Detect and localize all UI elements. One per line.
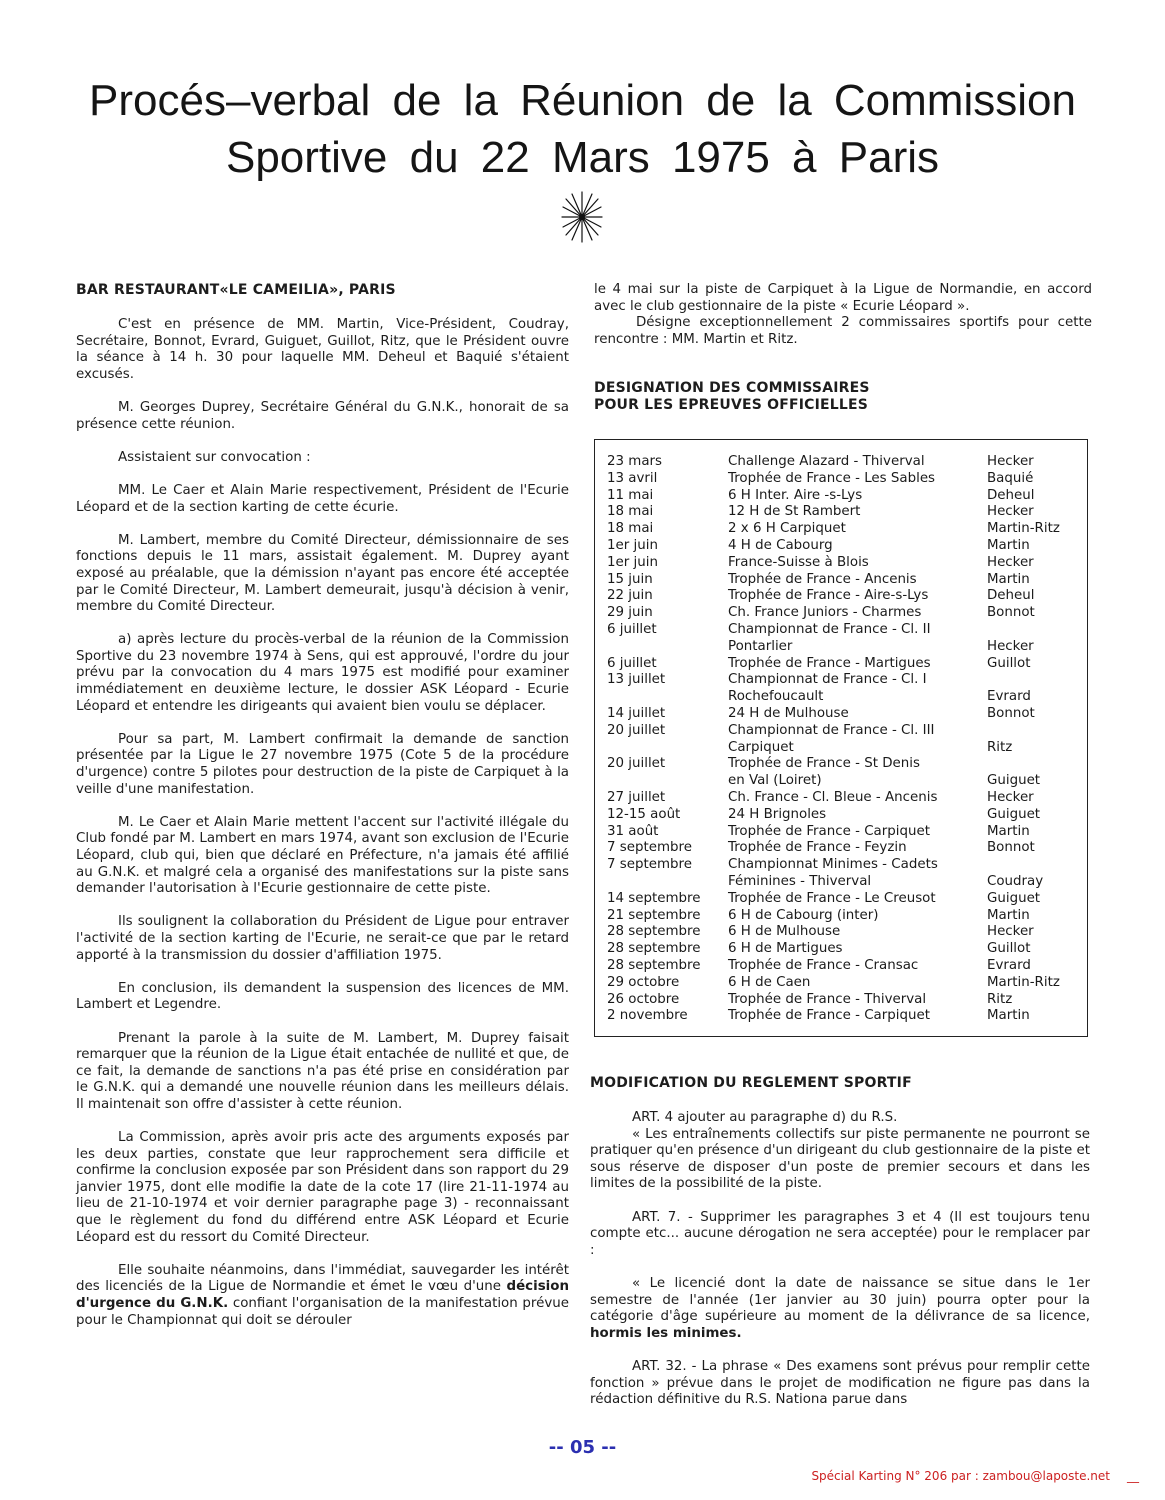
event-cell: 12 H de St Rambert [728,504,861,520]
commissioner-cell: Martin [987,907,1030,923]
right-column-top [594,282,1092,414]
commissioner-cell: Ritz [987,739,1013,755]
date-cell: 28 septembre [607,957,701,973]
commissioner-cell: Martin [987,823,1030,839]
date-cell: 22 juin [607,588,653,604]
date-cell: 27 juillet [607,789,666,805]
paragraph: La Commission, après avoir pris acte des arguments exposés par les deux parties, constate que leur rapprochement sera difficile et confirme la conclusion exposée par son Président dans son rapport du 29 janvier 1975, dont elle modifie la date de la cote 17 (lire 21-11-1974 au lieu de 21-10-1974 et voir dernier paragraphe page 3) - reconnaissant que le règlement du fond du différend entre ASK Léopard et Ecurie Léopard est du ressort du Comité Directeur. [76,1130,569,1245]
commissioner-cell: Evrard [987,689,1031,705]
emphasis-text: décision d'urgence du G.N.K. [76,1279,569,1312]
section-heading-regulation: MODIFICATION DU REGLEMENT SPORTIF [590,1075,912,1091]
event-cell: Féminines - Thiverval [728,873,872,889]
event-cell: Trophée de France - Carpiquet [728,1008,930,1024]
commissioner-cell: Evrard [987,957,1031,973]
date-cell [607,689,728,706]
table-row [607,672,1081,689]
date-cell: 1er juin [607,537,658,553]
date-cell [607,740,728,757]
paragraph [590,1276,1090,1342]
heading-line: POUR LES EPREUVES OFFICIELLES [594,397,869,414]
table-row [607,706,1081,723]
commissioner-cell: Guiguet [987,890,1041,906]
paragraph: ART. 7. - Supprimer les paragraphes 3 et 4 (Il est toujours tenu compte etc... aucune dérogation ne sera acceptée) pour le remplacer par : [590,1209,1090,1258]
date-cell [607,639,728,656]
table-row [607,1008,1081,1025]
table-row [607,488,1081,505]
commissioner-cell: Ritz [987,991,1013,1007]
section-heading-designation [594,380,1092,414]
date-cell: 11 mai [607,487,654,503]
table-row [607,572,1081,589]
event-cell: Trophée de France - Feyzin [728,840,907,856]
event-cell: Trophée de France - Martigues [728,655,931,671]
event-cell: Trophée de France - Aire-s-Lys [728,588,929,604]
commissioner-cell: Guillot [987,655,1031,671]
event-cell: Carpiquet [728,739,794,755]
commissioner-cell: Martin-Ritz [987,521,1060,537]
paragraph: Ils soulignent la collaboration du Président de Ligue pour entraver l'activité de la section karting de l'Ecurie, ne serait-ce que par le retard apporté à la transmission du dossier d'affiliation 1975. [76,914,569,963]
table-row [607,656,1081,673]
date-cell: 29 octobre [607,974,680,990]
date-cell: 6 juillet [607,655,657,671]
date-cell [607,773,728,790]
credit-line: Spécial Karting N° 206 par : zambou@laposte.net [811,1469,1110,1483]
event-cell: Trophée de France - Le Creusot [728,890,936,906]
table-row [607,807,1081,824]
table-row [607,891,1081,908]
event-cell: Challenge Alazard - Thiverval [728,454,925,469]
event-cell: Trophée de France - Cransac [728,957,919,973]
table-row [607,756,1081,773]
table-row [607,773,1081,790]
paragraph: « Les entraînements collectifs sur piste permanente ne pourront se pratiquer qu'en présence d'un dirigeant du club gestionnaire de la piste et sous réserve de disposer d'un poste de premier secours et dans les limites de la possibilité de la piste. [590,1126,1090,1192]
event-cell: Trophée de France - Thiverval [728,991,927,1007]
date-cell: 14 juillet [607,705,666,721]
date-cell: 12-15 août [607,806,681,822]
date-cell: 29 juin [607,605,653,621]
table-row [607,992,1081,1009]
section-heading-venue: BAR RESTAURANT«LE CAMEILIA», PARIS [76,282,396,298]
table-row [607,723,1081,740]
table-row [607,555,1081,572]
paragraph: M. Georges Duprey, Secrétaire Général du G.N.K., honorait de sa présence cette réunion. [76,399,569,432]
event-cell: 2 x 6 H Carpiquet [728,521,846,537]
commissioner-cell: Hecker [987,454,1034,469]
table-row [607,454,1081,471]
date-cell: 18 mai [607,504,654,520]
commissioner-cell: Hecker [987,638,1034,654]
event-cell: 6 H de Cabourg (inter) [728,907,879,923]
text-run: « Le licencié dont la date de naissance se situe dans le 1er semestre de l'année (1er janvier au 30 juin) pourra opter pour la catégorie d'âge supérieure au moment de la délivrance de sa licence, [590,1275,1090,1325]
table-row [607,521,1081,538]
table-row [607,622,1081,639]
paragraph: M. Lambert, membre du Comité Directeur, démissionnaire de ses fonctions depuis le 11 mars, assistait également. M. Duprey ayant exposé au préalable, que la démission n'ayant pas encore été acceptée par le Comité Directeur, M. Lambert demeurait, jusqu'à décision à venir, membre du Comité Directeur. [76,532,569,615]
table-row [607,958,1081,975]
commissioner-cell: Hecker [987,924,1034,940]
event-cell: France-Suisse à Blois [728,554,869,570]
table-row [607,504,1081,521]
page-title [40,72,1125,186]
table-row [607,840,1081,857]
date-cell: 28 septembre [607,941,701,957]
star-ornament-icon [560,190,604,244]
event-cell: Championnat de France - Cl. I [728,672,927,688]
commissioner-cell: Bonnot [987,605,1035,621]
event-cell: 6 H Inter. Aire -s-Lys [728,487,863,503]
text-run: confiant l'organisation de la manifestation prévue pour le Championnat qui doit se dérouler [76,1296,569,1328]
table-row [607,605,1081,622]
event-cell: en Val (Loiret) [728,773,822,789]
table-row [607,740,1081,757]
right-column-bottom [590,1075,1090,1409]
date-cell: 18 mai [607,521,654,537]
event-cell: 6 H de Mulhouse [728,924,841,940]
date-cell: 7 septembre [607,840,692,856]
commissioner-cell: Deheul [987,487,1035,503]
commissioner-cell: Guiguet [987,773,1041,789]
commissioner-cell: Guillot [987,941,1031,957]
emphasis-text: hormis les minimes. [590,1325,742,1341]
date-cell: 14 septembre [607,890,701,906]
table-row [607,857,1081,874]
date-cell: 23 mars [607,454,663,469]
event-cell: Ch. France - Cl. Bleue - Ancenis [728,789,938,805]
paragraph: M. Le Caer et Alain Marie mettent l'accent sur l'activité illégale du Club fondé par M. Lambert en mars 1974, avant son exclusion de l'Ecurie Léopard, club qui, bien que déclaré en Préfecture, n'a jamais été affilié au G.N.K. et malgré cela a organisé des manifestations sur la piste sans demander l'autorisation à l'Ecurie gestionnaire de cette piste. [76,814,569,897]
commissioner-cell: Hecker [987,504,1034,520]
commissioner-cell: Guiguet [987,806,1041,822]
table-row [607,874,1081,891]
table-row [607,689,1081,706]
table-row [607,639,1081,656]
title-line-1: Procés–verbal de la Réunion de la Commission [89,76,1076,125]
date-cell: 26 octobre [607,991,680,1007]
date-cell: 1er juin [607,554,658,570]
table-row [607,790,1081,807]
event-cell: Ch. France Juniors - Charmes [728,605,922,621]
event-cell: 4 H de Cabourg [728,537,833,553]
paragraph: le 4 mai sur la piste de Carpiquet à la Ligue de Normandie, en accord avec le club gestionnaire de la piste « Ecurie Léopard ». [594,282,1092,314]
paragraph: Pour sa part, M. Lambert confirmait la demande de sanction présentée par la Ligue le 27 novembre 1975 (Cote 5 de la procédure d'urgence) contre 5 pilotes pour destruction de la piste de Carpiquet à la veille d'une manifestation. [76,731,569,797]
date-cell: 13 avril [607,470,658,486]
date-cell: 15 juin [607,571,653,587]
event-cell: Rochefoucault [728,689,824,705]
table-row [607,975,1081,992]
commissioner-cell: Deheul [987,588,1035,604]
table-row [607,824,1081,841]
table-row [607,471,1081,488]
credit-dash: __ [1127,1469,1139,1483]
event-cell: Pontarlier [728,638,793,654]
date-cell: 7 septembre [607,857,692,873]
date-cell: 31 août [607,823,659,839]
event-cell: Trophée de France - Les Sables [728,470,936,486]
date-cell: 28 septembre [607,924,701,940]
commissioner-cell: Hecker [987,554,1034,570]
commissioner-cell: Bonnot [987,840,1035,856]
paragraph [76,1263,569,1329]
title-line-2: Sportive du 22 Mars 1975 à Paris [225,133,940,182]
event-cell: Trophée de France - St Denis [728,756,920,772]
commissioner-cell: Bonnot [987,705,1035,721]
table-row [607,908,1081,925]
event-cell: 6 H de Caen [728,974,811,990]
event-cell: Championnat Minimes - Cadets [728,857,938,873]
commissioner-cell: Coudray [987,873,1044,889]
event-cell: 24 H de Mulhouse [728,705,849,721]
date-cell [607,874,728,891]
commissioner-cell: Martin-Ritz [987,974,1060,990]
commissioner-cell: Baquié [987,470,1034,486]
event-cell: 24 H Brignoles [728,806,827,822]
event-cell: Championnat de France - Cl. III [728,722,935,738]
date-cell: 6 juillet [607,621,657,637]
date-cell: 21 septembre [607,907,701,923]
designation-table [594,439,1088,1037]
table-row [607,941,1081,958]
event-cell: 6 H de Martigues [728,941,843,957]
date-cell: 13 juillet [607,672,666,688]
commissioner-cell: Martin [987,571,1030,587]
table-rows [607,454,1081,1025]
paragraph: Assistaient sur convocation : [118,449,311,465]
paragraph: ART. 4 ajouter au paragraphe d) du R.S. [632,1110,898,1125]
paragraph: Prenant la parole à la suite de M. Lambert, M. Duprey faisait remarquer que la réunion de la Ligue était entachée de nullité et que, de ce fait, la demande de sanctions n'a pas été prise en considération par le G.N.K. qui a demandé une nouvelle réunion dans les meilleurs délais. Il maintenait son offre d'assister à cette réunion. [76,1030,569,1112]
date-cell: 2 novembre [607,1008,688,1024]
date-cell: 20 juillet [607,756,666,772]
event-cell: Championnat de France - Cl. II [728,621,931,637]
page-number: -- 05 -- [548,1437,617,1458]
commissioner-cell: Hecker [987,789,1034,805]
event-cell: Trophée de France - Carpiquet [728,823,930,839]
paragraph: ART. 32. - La phrase « Des examens sont prévus pour remplir cette fonction » prévue dans le projet de modification ne figure pas dans la rédaction définitive du R.S. Nationa parue dans [590,1358,1090,1408]
paragraph: C'est en présence de MM. Martin, Vice-Président, Coudray, Secrétaire, Bonnot, Evrard, Guiguet, Guillot, Ritz, que le Président ouvre la séance à 14 h. 30 pour laquelle MM. Deheul et Baquié s'étaient excusés. [76,317,569,382]
paragraph: a) après lecture du procès-verbal de la réunion de la Commission Sportive du 23 novembre 1974 à Sens, qui est approuvé, l'ordre du jour prévu par la convocation du 4 mars 1975 est modifié pour examiner immédiatement en deuxième lecture, le dossier ASK Léopard - Ecurie Léopard et entendre les dirigeants qui avaient bien voulu se déplacer. [76,632,569,714]
commissioner-cell: Martin [987,1008,1030,1024]
table-row [607,588,1081,605]
heading-line: DESIGNATION DES COMMISSAIRES [594,380,870,397]
paragraph: En conclusion, ils demandent la suspension des licences de MM. Lambert et Legendre. [76,980,569,1013]
table-row [607,538,1081,555]
commissioner-cell: Martin [987,537,1030,553]
event-cell: Trophée de France - Ancenis [728,571,917,587]
table-row [607,924,1081,941]
text-run: Elle souhaite néanmoins, dans l'immédiat, sauvegarder les intérêt des licenciés de la Ligue de Normandie et émet le vœu d'une [76,1262,569,1295]
paragraph: MM. Le Caer et Alain Marie respectivement, Président de l'Ecurie Léopard et de la section karting de cette écurie. [76,482,569,515]
paragraph: Désigne exceptionnellement 2 commissaires sportifs pour cette rencontre : MM. Martin et Ritz. [594,315,1092,347]
left-column [76,282,569,1329]
date-cell: 20 juillet [607,722,666,738]
